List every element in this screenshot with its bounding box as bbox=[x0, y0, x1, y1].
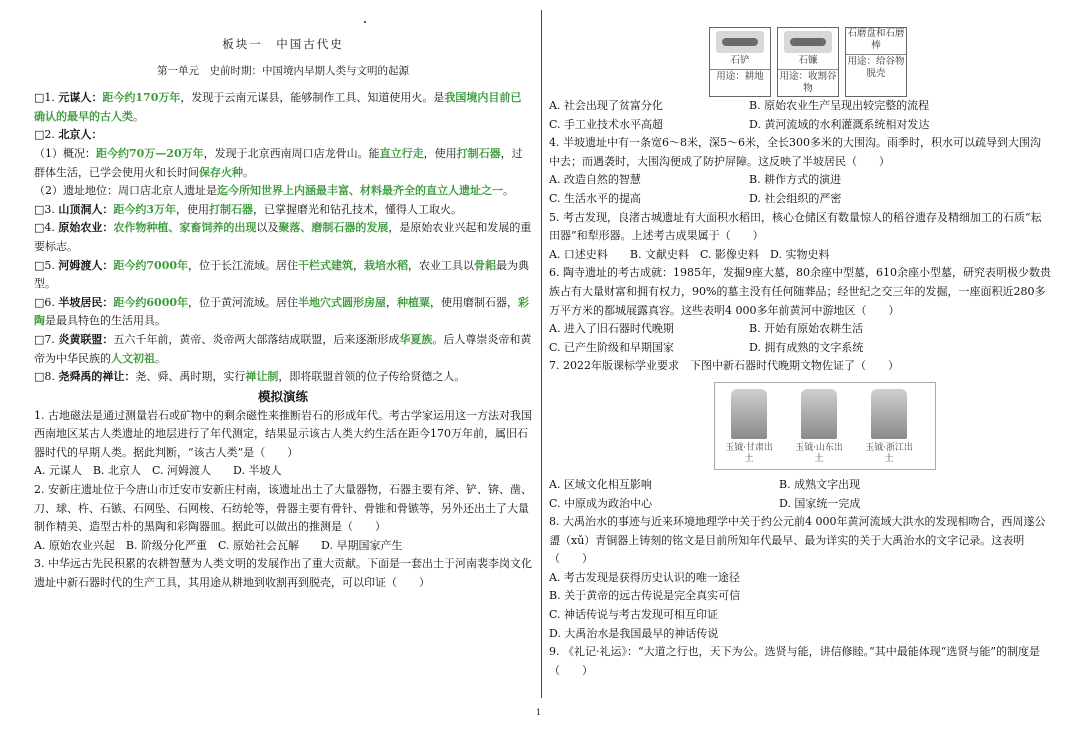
stone-mill: 石磨盘和石磨棒 用途：给谷物脱壳 bbox=[845, 27, 907, 97]
jade-axe-gansu: 玉钺·甘肃出土 bbox=[723, 387, 775, 465]
question-1-options: A. 元谋人 B. 北京人 C. 河姆渡人 D. 半坡人 bbox=[34, 464, 282, 478]
question-5: 5. 考古发现，良渚古城遗址有大面积水稻田，核心仓储区有数量惊人的稻谷遗存及精细加工的石质“耘田器”和犁形器。上述考古成果属于（ ） bbox=[549, 210, 1042, 243]
knowledge-item-2: □2. 北京人： bbox=[34, 128, 103, 142]
section-title: 板块一 中国古代史 bbox=[222, 37, 344, 51]
jade-axe-icon bbox=[731, 389, 767, 439]
question-4: 4. 半坡遗址中有一条宽6～8米，深5～6米，全长300多米的大围沟。雨季时，积水可以疏导到大围沟中去；而遇袭时，大围沟便成了防护屏障。这反映了半坡居民（ ） bbox=[549, 136, 1041, 168]
page-number: 1 bbox=[536, 708, 542, 717]
question-6-options-row-1: A. 进入了旧石器时代晚期 B. 开始有原始农耕生活 bbox=[549, 322, 864, 336]
question-1: 1. 古地磁法是通过测量岩石或矿物中的剩余磁性来推断岩石的形成年代。考古学家运用这一方法对我国西南地区某古人类遗址的地层进行了年代测定，结果显示该古人类大约生活在距今170万年前，属旧石器时代的早期人类。据此判断，“该古人类”是（ ） bbox=[34, 408, 532, 459]
question-8-option-d: D. 大禹治水是我国最早的神话传说 bbox=[549, 626, 719, 640]
question-4-options-row-2: C. 生活水平的提高 D. 社会组织的严密 bbox=[549, 191, 842, 205]
question-4-options-row-1: A. 改造自然的智慧 B. 耕作方式的演进 bbox=[549, 173, 842, 187]
question-7-options-row-2: C. 中原成为政治中心 D. 国家统一完成 bbox=[549, 496, 861, 510]
question-3: 3. 中华远古先民积累的农耕智慧为人类文明的发展作出了重大贡献。下面是一套出土于河南裴李岗文化遗址中新石器时代的生产工具，其用途从耕地到收割再到脱壳，可以印证（ ） bbox=[34, 557, 532, 590]
question-8: 8. 大禹治水的事迹与近来环境地理学中关于约公元前4 000年黄河流域大洪水的发现相吻合，西周遂公盨（xǔ）青铜器上铸刻的铭文是目前所知年代最早、最为详实的关于大禹治水的文字记录。这表明（ ） bbox=[549, 515, 1046, 566]
knowledge-item-3: □3. 山顶洞人：距今约3万年，使用打制石器，已掌握磨光和钻孔技术，懂得人工取火。 bbox=[34, 202, 463, 216]
question-3-options-row-1: A. 社会出现了贫富分化 B. 原始农业生产呈现出较完整的流程 bbox=[549, 99, 930, 112]
column-divider bbox=[541, 10, 542, 698]
question-7: 7. 2022年版课标学业要求 下图中新石器时代晚期文物佐证了（ ） bbox=[549, 359, 899, 373]
question-5-options: A. 口述史料 B. 文献史料 C. 影像史料 D. 实物史料 bbox=[549, 247, 830, 261]
question-8-option-c: C. 神话传说与考古发现可相互印证 bbox=[549, 608, 719, 622]
jade-axe-icon bbox=[871, 389, 907, 439]
question-2: 2. 安新庄遗址位于今唐山市迁安市安新庄村南，该遗址出土了大量器物，石器主要有斧、铲、锛、凿、刀、球、杵、石镞、石网坠、石网梭、石纺轮等，骨器主要有骨针、骨锥和骨镞等，另外还出土了大量制作精美、造型古朴的黑陶和彩陶器皿。据此可以做出的推测是（ ） bbox=[34, 483, 532, 534]
stone-tools-figure bbox=[709, 27, 1051, 97]
unit-title: 第一单元 史前时期：中国境内早期人类与文明的起源 bbox=[157, 64, 409, 77]
question-9: 9. 《礼记·礼运》：“大道之行也，天下为公。选贤与能，讲信修睦。”其中最能体现“选贤与能”的制度是（ ） bbox=[549, 645, 1040, 677]
jade-axe-shandong: 玉钺·山东出土 bbox=[793, 387, 845, 465]
jade-axes-figure bbox=[714, 382, 936, 470]
jade-axe-zhejiang: 玉钺·浙江出土 bbox=[863, 387, 915, 465]
knowledge-item-2-1: （1）概况：距今约70万—20万年，发现于北京西南周口店龙骨山。能直立行走，使用打制石器，过群体生活，已学会使用火和长时间保存火种。 bbox=[34, 146, 523, 179]
jade-axe-icon bbox=[801, 389, 837, 439]
question-3-options-row-2: C. 手工业技术水平高超 D. 黄河流域的水利灌溉系统相对发达 bbox=[549, 117, 930, 131]
knowledge-item-5: □5. 河姆渡人：距今约7000年，位于长江流域。居住干栏式建筑，栽培水稻，农业工具以骨耜最为典型。 bbox=[34, 258, 530, 291]
practice-title: 模拟演练 bbox=[257, 388, 308, 404]
knowledge-item-1: □1. 元谋人：距今约170万年，发现于云南元谋县，能够制作工具、知道使用火。是我国境内目前已确认的最早的古人类。 bbox=[34, 91, 522, 123]
knowledge-item-6: □6. 半坡居民：距今约6000年，位于黄河流域。居住半地穴式圆形房屋，种植粟，使用磨制石器，彩陶是最具特色的生活用具。 bbox=[34, 295, 530, 328]
left-column bbox=[34, 0, 532, 593]
question-8-option-a: A. 考古发现是获得历史认识的唯一途径 bbox=[549, 570, 740, 584]
stone-sickle-icon bbox=[784, 31, 832, 53]
question-2-options: A. 原始农业兴起 B. 阶级分化严重 C. 原始社会瓦解 D. 早期国家产生 bbox=[34, 538, 403, 552]
stone-shovel-icon bbox=[716, 31, 764, 53]
question-6-options-row-2: C. 已产生阶级和早期国家 D. 拥有成熟的文字系统 bbox=[549, 340, 864, 354]
knowledge-item-7: □7. 炎黄联盟：五六千年前，黄帝、炎帝两大部落结成联盟，后来逐渐形成华夏族。后人尊崇炎帝和黄帝为中华民族的人文初祖。 bbox=[34, 332, 532, 365]
knowledge-item-8: □8. 尧舜禹的禅让：尧、舜、禹时期，实行禅让制，即将联盟首领的位子传给贤德之人。 bbox=[34, 370, 466, 384]
knowledge-item-2-2: （2）遗址地位：周口店北京人遗址是迄今所知世界上内涵最丰富、材料最齐全的直立人遗址之一。 bbox=[34, 184, 514, 198]
question-8-option-b: B. 关于黄帝的远古传说是完全真实可信 bbox=[549, 589, 741, 603]
stone-sickle: 石镰 用途：收割谷物 bbox=[777, 27, 839, 97]
knowledge-item-4: □4. 原始农业：农作物种植、家畜饲养的出现以及聚落、磨制石器的发展，是原始农业兴起和发展的重要标志。 bbox=[34, 221, 532, 253]
stone-shovel: 石铲 用途：耕地 bbox=[709, 27, 771, 97]
right-column bbox=[549, 0, 1051, 680]
question-6: 6. 陶寺遗址的考古成就：1985年，发掘9座大墓，80余座中型墓，610余座小型墓，研究表明极少数贵族占有大量财富和拥有权力，90%的墓主没有任何随葬品；经世纪之交三年的发掘，一座面积近280多万平方米的都城展露真容。这些表明4 000多年前黄河中游地区（ ） bbox=[549, 266, 1051, 317]
question-7-options-row-1: A. 区域文化相互影响 B. 成熟文字出现 bbox=[549, 477, 861, 491]
